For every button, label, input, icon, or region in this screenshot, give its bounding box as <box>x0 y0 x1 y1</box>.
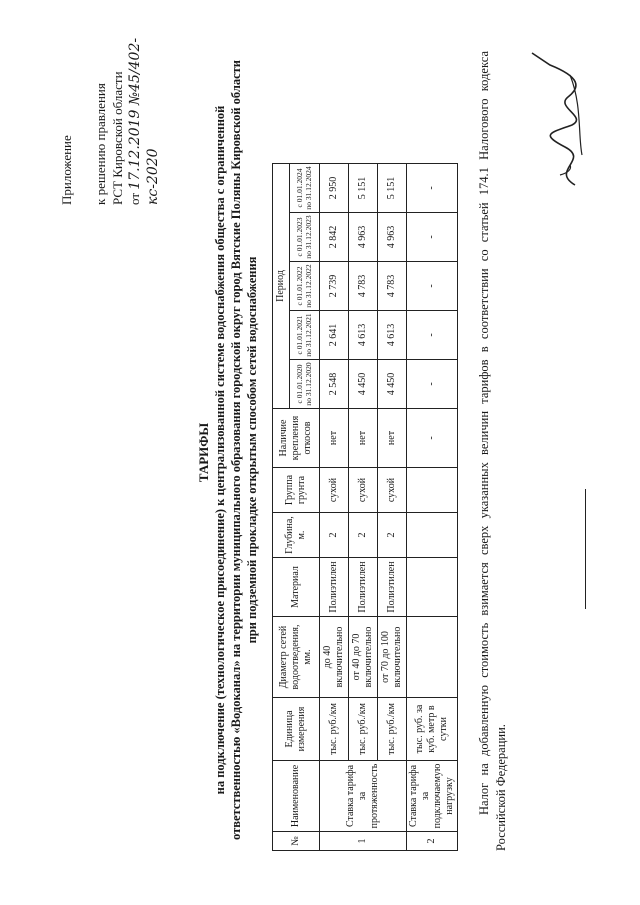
period-2021: с 01.01.2021 по 31.12.2021 <box>290 311 320 360</box>
page-subtitle: на подключение (технологическое присоединение) к централизованной системе водоснабжения общества с ограниченной ответственностью «Водоканал» на территории муниципального образования городской округ город Вятские Поляны Кировской области при подземной прокладке открытым способом сетей водоснабжения <box>213 60 259 840</box>
header-slopes: Наличие крепления откосов <box>273 409 320 468</box>
row2-diameter <box>407 617 458 698</box>
row1a-depth: 2 <box>320 513 349 558</box>
row1-name: Ставка тарифа за протяженность <box>320 761 407 832</box>
row1c-material: Полиэтилен <box>378 558 407 617</box>
row1c-value-2023: 4 963 <box>378 213 407 262</box>
row2-value-2021: - <box>407 311 458 360</box>
row1b-value-2020: 4 450 <box>349 360 378 409</box>
row2-num: 2 <box>407 832 458 851</box>
tariff-table <box>272 163 458 851</box>
row1c-soil: сухой <box>378 468 407 513</box>
row1a-value-2020: 2 548 <box>320 360 349 409</box>
row1a-slopes: нет <box>320 409 349 468</box>
row1b-depth: 2 <box>349 513 378 558</box>
row2-unit: тыс. руб. за куб. метр в сутки <box>407 698 458 761</box>
row1b-material: Полиэтилен <box>349 558 378 617</box>
row2-value-2023: - <box>407 213 458 262</box>
handwritten-signature <box>520 45 600 195</box>
row2-depth <box>407 513 458 558</box>
header-num: № <box>273 832 320 851</box>
row1a-value-2024: 2 950 <box>320 164 349 213</box>
row1c-value-2022: 4 783 <box>378 262 407 311</box>
header-material: Материал <box>273 558 320 617</box>
appendix-authority: РСТ Кировской области <box>110 71 125 205</box>
row1a-unit: тыс. руб./км <box>320 698 349 761</box>
header-period: Период <box>273 164 290 409</box>
header-depth: Глубина, м. <box>273 513 320 558</box>
tax-note: Налог на добавленную стоимость взимается сверх указанных величин тарифов в соответствии со статьей 174.1 Налогового кодекса Российской Федерации. <box>477 51 508 851</box>
separator-line <box>585 489 586 609</box>
appendix-block <box>58 0 162 205</box>
row1b-diameter: от 40 до 70 включительно <box>349 617 378 698</box>
period-2020: с 01.01.2020 по 31.12.2020 <box>290 360 320 409</box>
row1b-value-2024: 5 151 <box>349 164 378 213</box>
row2-value-2020: - <box>407 360 458 409</box>
row2-material <box>407 558 458 617</box>
table-row <box>407 164 458 851</box>
row1c-diameter: от 70 до 100 включительно <box>378 617 407 698</box>
row2-soil <box>407 468 458 513</box>
row1a-soil: сухой <box>320 468 349 513</box>
row1c-slopes: нет <box>378 409 407 468</box>
row1c-value-2021: 4 613 <box>378 311 407 360</box>
row1b-value-2021: 4 613 <box>349 311 378 360</box>
row1c-depth: 2 <box>378 513 407 558</box>
row2-name: Ставка тарифа за подключаемую нагрузку <box>407 761 458 832</box>
row1a-value-2021: 2 641 <box>320 311 349 360</box>
row1b-value-2023: 4 963 <box>349 213 378 262</box>
table-row <box>320 164 349 851</box>
row2-value-2024: - <box>407 164 458 213</box>
row1a-diameter: до 40 включительно <box>320 617 349 698</box>
row1a-value-2022: 2 739 <box>320 262 349 311</box>
row1a-value-2023: 2 842 <box>320 213 349 262</box>
row1b-slopes: нет <box>349 409 378 468</box>
row1b-soil: сухой <box>349 468 378 513</box>
header-diameter: Диаметр сетей водоотведения, мм. <box>273 617 320 698</box>
row1c-value-2024: 5 151 <box>378 164 407 213</box>
appendix-date-line <box>126 0 162 205</box>
table-row <box>378 164 407 851</box>
page-title: ТАРИФЫ <box>196 422 211 483</box>
header-name: Наименование <box>273 761 320 832</box>
period-2022: с 01.01.2022 по 31.12.2022 <box>290 262 320 311</box>
row2-slopes: - <box>407 409 458 468</box>
table-header-row <box>273 164 290 851</box>
handwritten-decision-number: 17.12.2019 №45/402-кс-2020 <box>127 37 161 205</box>
table-row <box>349 164 378 851</box>
row1b-unit: тыс. руб./км <box>349 698 378 761</box>
row1c-unit: тыс. руб./км <box>378 698 407 761</box>
row2-value-2022: - <box>407 262 458 311</box>
period-2024: с 01.01.2024 по 31.12.2024 <box>290 164 320 213</box>
row1-num: 1 <box>320 832 407 851</box>
appendix-date-prefix: от <box>127 192 142 205</box>
appendix-decision: к решению правления <box>93 83 108 205</box>
row1c-value-2020: 4 450 <box>378 360 407 409</box>
header-soil: Группа грунта <box>273 468 320 513</box>
row1a-material: Полиэтилен <box>320 558 349 617</box>
row1b-value-2022: 4 783 <box>349 262 378 311</box>
appendix-label: Приложение <box>59 135 74 205</box>
header-unit: Единица измерения <box>273 698 320 761</box>
period-2023: с 01.01.2023 по 31.12.2023 <box>290 213 320 262</box>
